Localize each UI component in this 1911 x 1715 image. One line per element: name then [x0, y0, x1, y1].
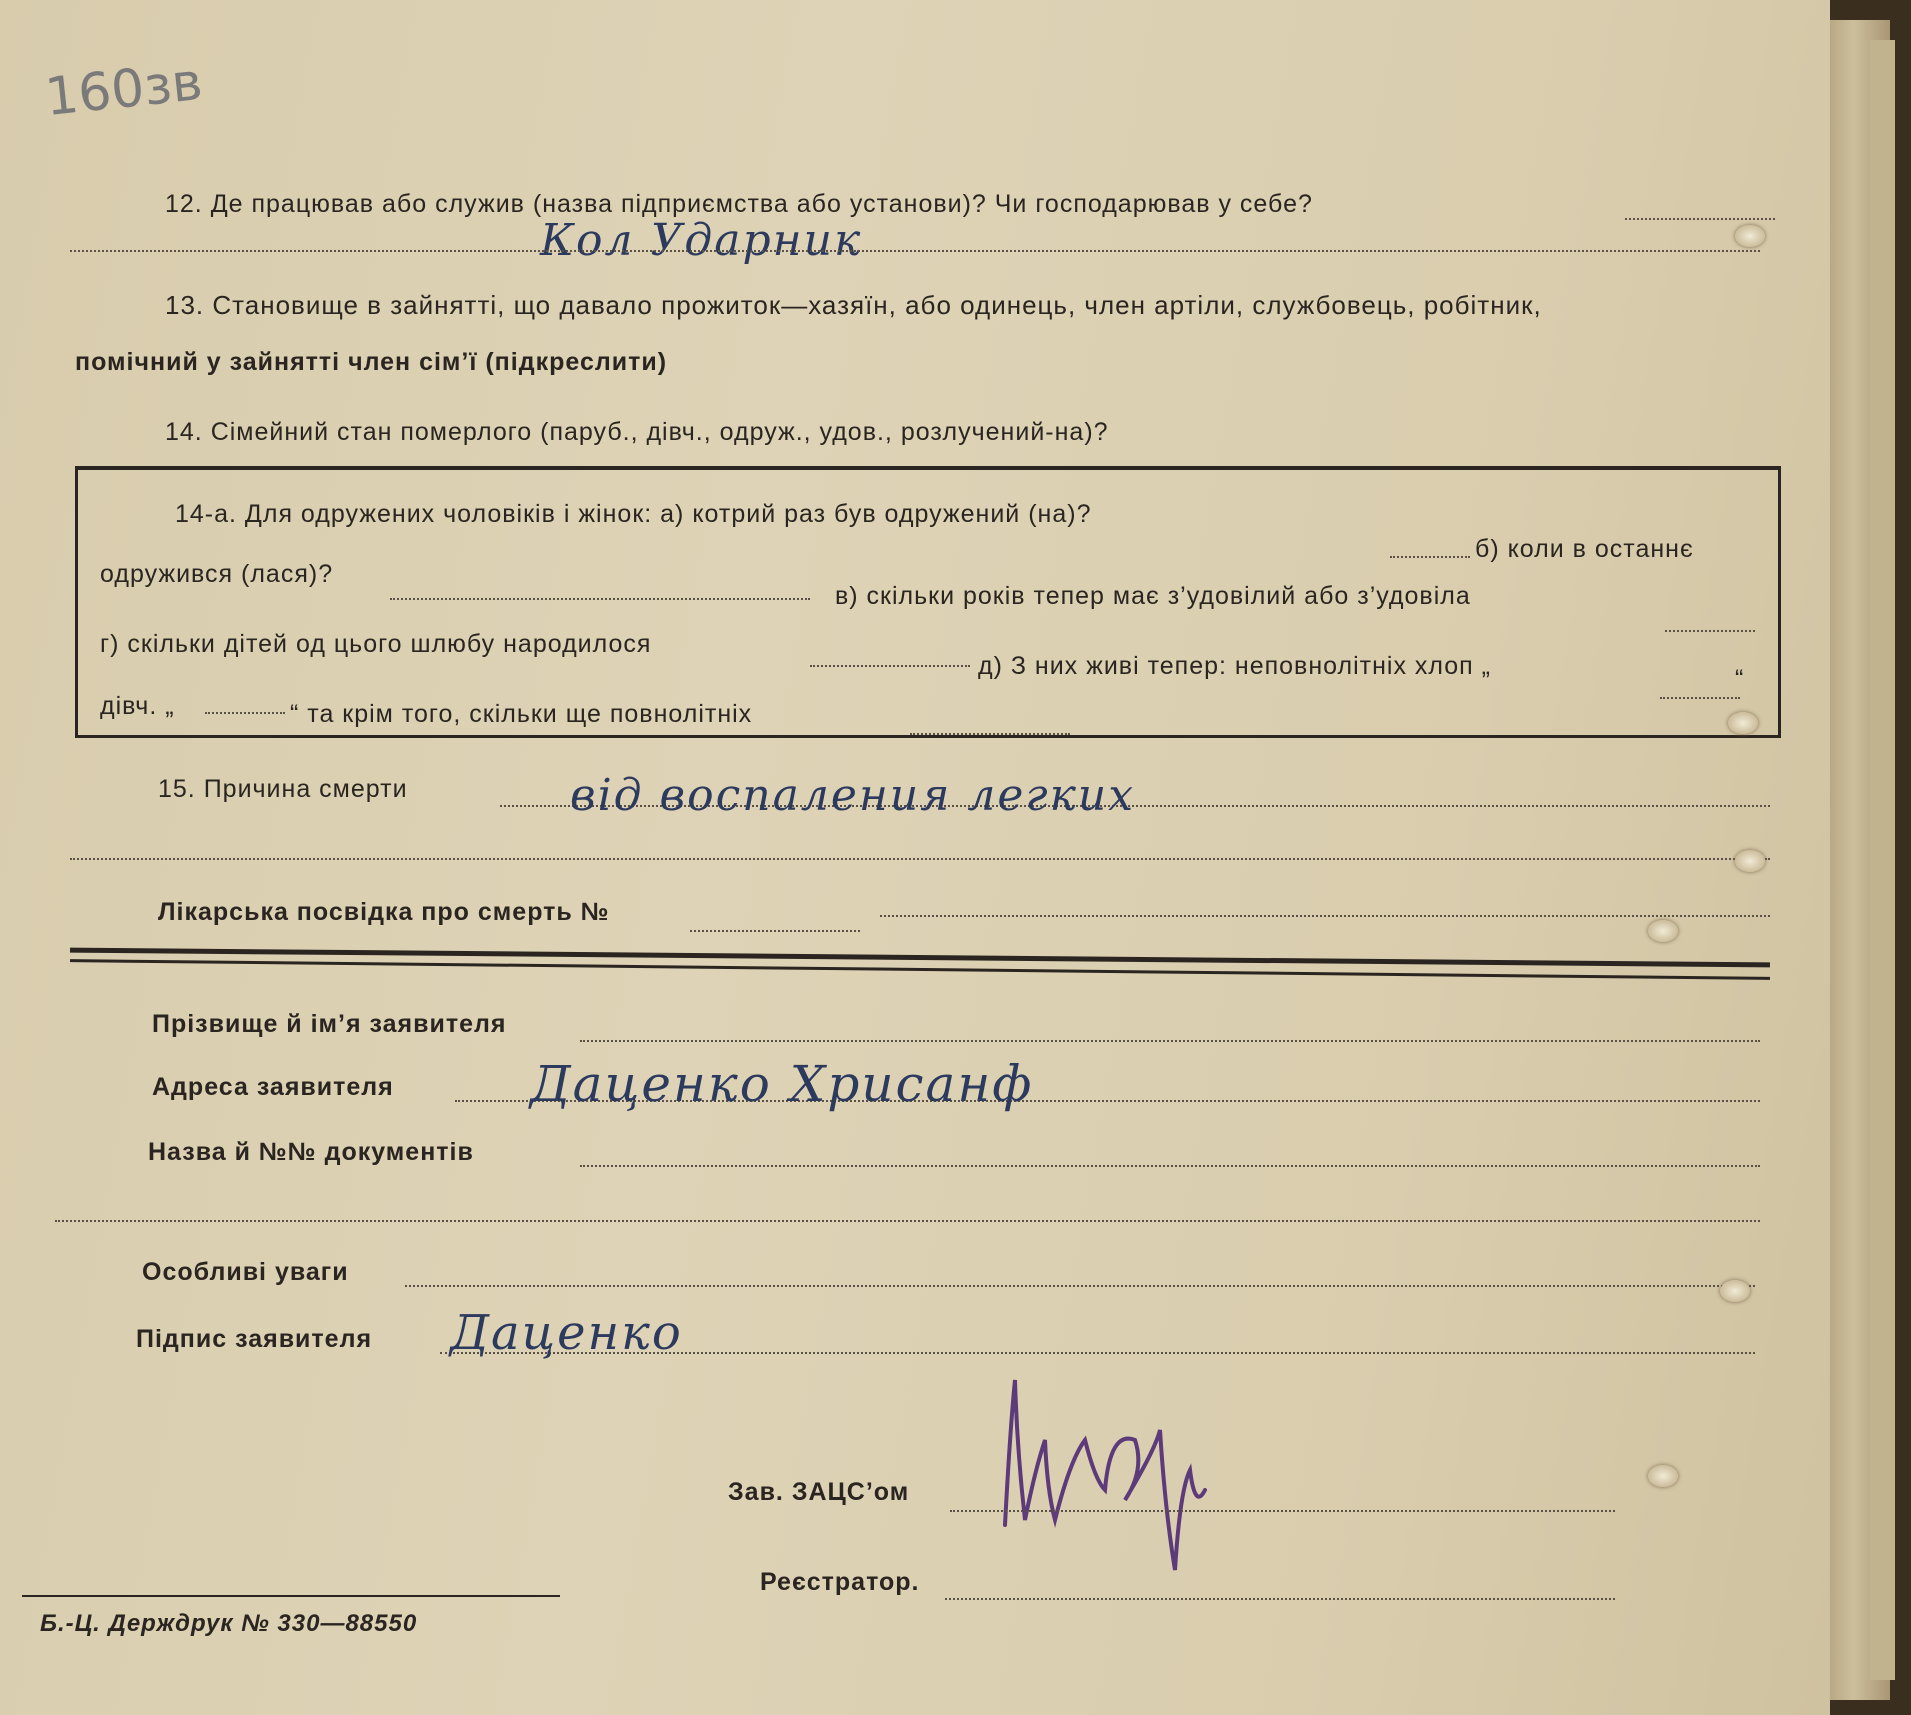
signature-label: Підпис заявителя	[136, 1325, 373, 1353]
applicant-address-label: Адреса заявителя	[152, 1073, 394, 1101]
q15-line2	[70, 858, 1770, 860]
applicant-name-label: Прізвище й ім’я заявителя	[152, 1010, 507, 1038]
applicant-docs-line2	[55, 1220, 1760, 1222]
punch-hole	[1720, 1280, 1750, 1302]
q14-label: 14. Сімейний стан померлого (паруб., дівч., одруж., удов., розлучений-на)?	[165, 418, 1109, 446]
head-signature	[985, 1370, 1245, 1580]
registrar-label: Реєстратор.	[760, 1568, 920, 1596]
q12-answer-line	[70, 250, 1760, 252]
q13-line2: помічний у зайнятті член сім’ї (підкреслити)	[75, 348, 668, 376]
q12-answer: Кол Ударник	[540, 215, 863, 266]
page-edge	[1870, 40, 1895, 1680]
q14a-line2b: в) скільки років тепер має з’удовілий або з’удовіла	[835, 582, 1471, 610]
applicant-signature: Даценко	[450, 1305, 683, 1361]
applicant-docs-line	[580, 1165, 1760, 1167]
medical-line2	[880, 915, 1770, 917]
q14a-line2-end	[1665, 630, 1755, 632]
q12-label: 12. Де працював або служив (назва підприємства або установи)? Чи господарював у себе?	[165, 190, 1313, 218]
medical-line	[690, 930, 860, 932]
imprint: Б.-Ц. Держдрук № 330—88550	[40, 1610, 418, 1637]
punch-hole	[1648, 1465, 1678, 1487]
applicant-handwritten: Даценко Хрисанф	[530, 1055, 1034, 1113]
medical-label: Лікарська посвідка про смерть №	[158, 898, 610, 926]
q12-line-end	[1625, 218, 1775, 220]
q14a-line3-end	[1660, 697, 1740, 699]
applicant-docs-label: Назва й №№ документів	[148, 1138, 474, 1166]
head-label: Зав. ЗАЦС’ом	[728, 1478, 910, 1506]
q14a-line3b: д) З них живі тепер: неповнолітніх хлоп „	[978, 652, 1491, 680]
punch-hole	[1648, 920, 1678, 942]
q14a-line3-dots	[810, 665, 970, 667]
punch-hole	[1735, 225, 1765, 247]
q14a-line4-dots	[205, 712, 285, 714]
archive-number: 160зв	[42, 51, 206, 129]
punch-hole	[1735, 850, 1765, 872]
q14a-line2-dots	[390, 598, 810, 600]
applicant-name-line	[580, 1040, 1760, 1042]
q14a-line1b: б) коли в останнє	[1475, 535, 1694, 563]
imprint-rule	[22, 1595, 560, 1597]
q15-answer: від воспаления легких	[570, 770, 1136, 821]
q14a-line4a: дівч. „	[100, 692, 175, 720]
notes-label: Особливі уваги	[142, 1258, 349, 1286]
q14a-line3a: г) скільки дітей од цього шлюбу народилося	[100, 630, 652, 658]
q13-line1: 13. Становище в зайнятті, що давало прожиток—хазяїн, або одинець, член артіли, службовець, робітник,	[165, 290, 1542, 320]
q14a-line3c: “	[1735, 665, 1745, 693]
q14a-line4b: “ та крім того, скільки ще повнолітніх	[290, 700, 753, 728]
punch-hole	[1728, 712, 1758, 734]
notes-line	[405, 1285, 1755, 1287]
q14a-line4-end	[910, 733, 1070, 735]
q14a-line1-dots	[1390, 556, 1470, 558]
registrar-line	[945, 1598, 1615, 1600]
q15-label: 15. Причина смерти	[158, 775, 408, 803]
q14a-line1: 14-а. Для одружених чоловіків і жінок: а) котрий раз був одружений (на)?	[175, 500, 1092, 528]
q14a-line2a: одружився (лася)?	[100, 560, 334, 588]
head-line	[950, 1510, 1615, 1512]
